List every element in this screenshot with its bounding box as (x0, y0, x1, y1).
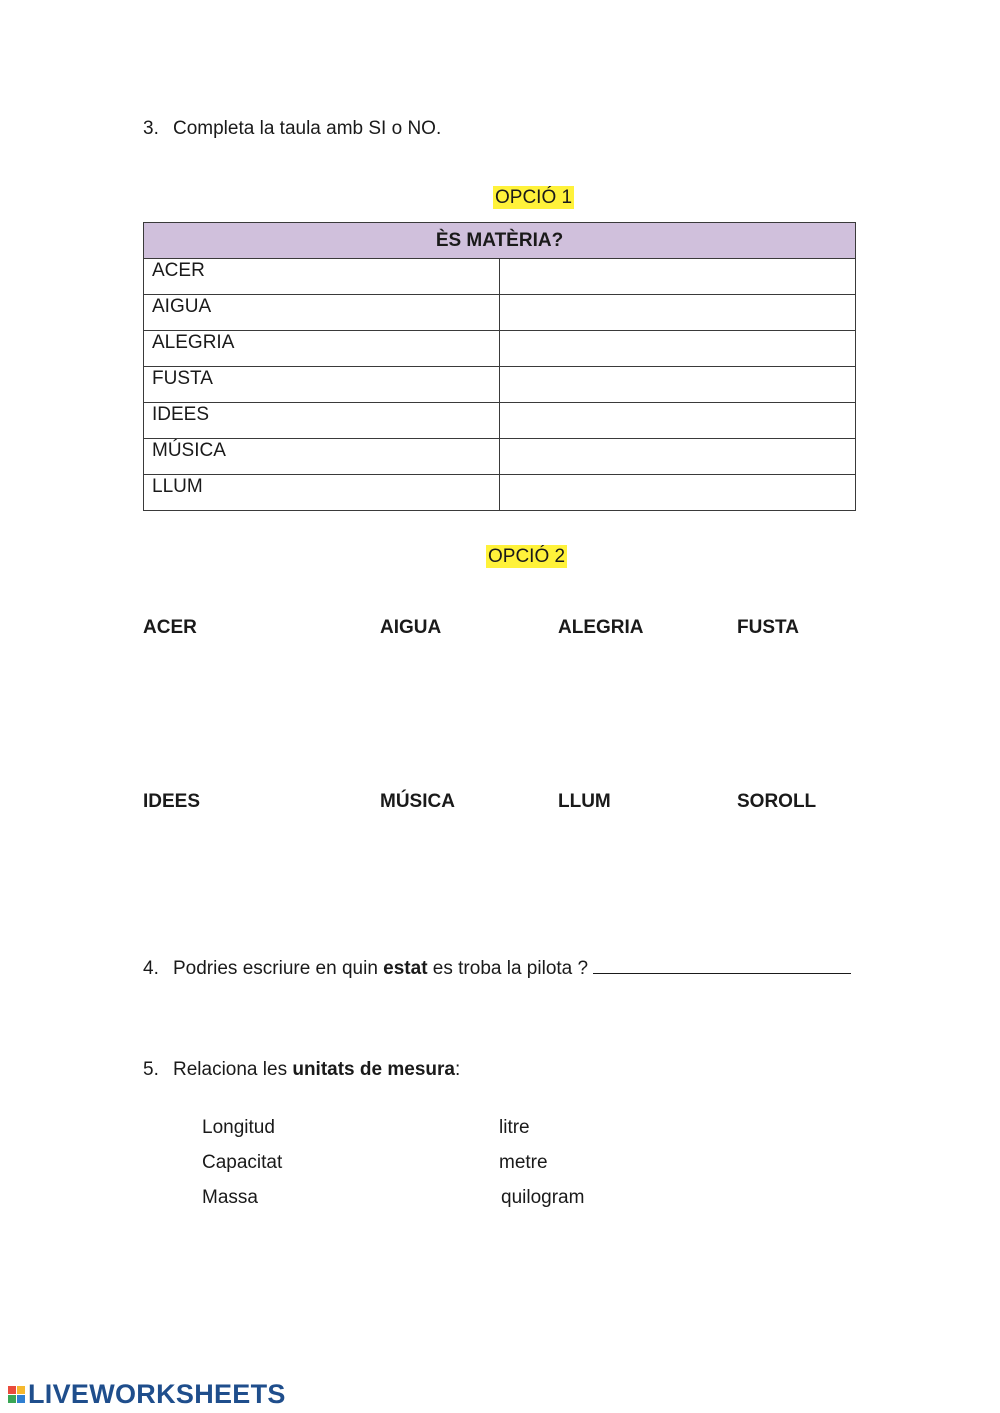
word-item[interactable]: ACER (143, 617, 197, 638)
question-bold: unitats de mesura (292, 1059, 455, 1080)
question-text-after: : (454, 1059, 461, 1080)
question-5 (143, 1059, 460, 1081)
question-text-after: es troba la pilota ? (427, 958, 594, 979)
question-text: Podries escriure en quin (173, 958, 384, 979)
match-right-item[interactable]: litre (499, 1117, 530, 1138)
question-4 (143, 955, 851, 980)
option-2-label (486, 546, 567, 568)
word-item[interactable]: IDEES (143, 791, 201, 812)
answer-cell[interactable] (500, 259, 856, 295)
answer-cell[interactable] (500, 403, 856, 439)
logo-blocks-icon (8, 1386, 25, 1403)
match-right-item[interactable]: metre (499, 1152, 548, 1173)
answer-cell[interactable] (500, 331, 856, 367)
row-label: MÚSICA (144, 439, 500, 475)
question-bold: estat (383, 958, 428, 979)
match-left-item[interactable]: Capacitat (202, 1152, 283, 1173)
question-text: Relaciona les (173, 1059, 293, 1080)
answer-cell[interactable] (500, 295, 856, 331)
table-row (144, 403, 856, 439)
option-1-highlight: OPCIÓ 1 (495, 187, 573, 208)
table-row (144, 367, 856, 403)
match-left-item[interactable]: Massa (202, 1187, 258, 1208)
word-item[interactable]: FUSTA (737, 617, 799, 638)
matter-table (143, 222, 856, 511)
answer-cell[interactable] (500, 475, 856, 511)
word-item[interactable]: LLUM (558, 791, 611, 812)
question-3 (143, 118, 441, 140)
word-item[interactable]: MÚSICA (380, 791, 455, 812)
word-item[interactable]: SOROLL (737, 791, 817, 812)
row-label: FUSTA (144, 367, 500, 403)
match-right-item[interactable]: quilogram (501, 1187, 585, 1208)
option-1-label (493, 187, 574, 209)
row-label: ALEGRIA (144, 331, 500, 367)
table-row (144, 439, 856, 475)
question-number: 5. (143, 1059, 159, 1080)
table-row (144, 259, 856, 295)
row-label: ACER (144, 259, 500, 295)
table-row (144, 331, 856, 367)
match-left-item[interactable]: Longitud (202, 1117, 275, 1138)
word-item[interactable]: ALEGRIA (558, 617, 644, 638)
question-number: 4. (143, 958, 159, 979)
word-item[interactable]: AIGUA (380, 617, 442, 638)
logo-text: LIVEWORKSHEETS (28, 1379, 286, 1409)
answer-cell[interactable] (500, 367, 856, 403)
question-number: 3. (143, 118, 159, 139)
table-row (144, 295, 856, 331)
table-header: ÈS MATÈRIA? (144, 223, 856, 259)
row-label: LLUM (144, 475, 500, 511)
question-text: Completa la taula amb SI o NO. (173, 118, 442, 139)
option-2-highlight: OPCIÓ 2 (488, 546, 566, 567)
table-row (144, 475, 856, 511)
row-label: AIGUA (144, 295, 500, 331)
row-label: IDEES (144, 403, 500, 439)
liveworksheets-logo (8, 1379, 286, 1410)
answer-blank[interactable] (593, 955, 851, 974)
answer-cell[interactable] (500, 439, 856, 475)
